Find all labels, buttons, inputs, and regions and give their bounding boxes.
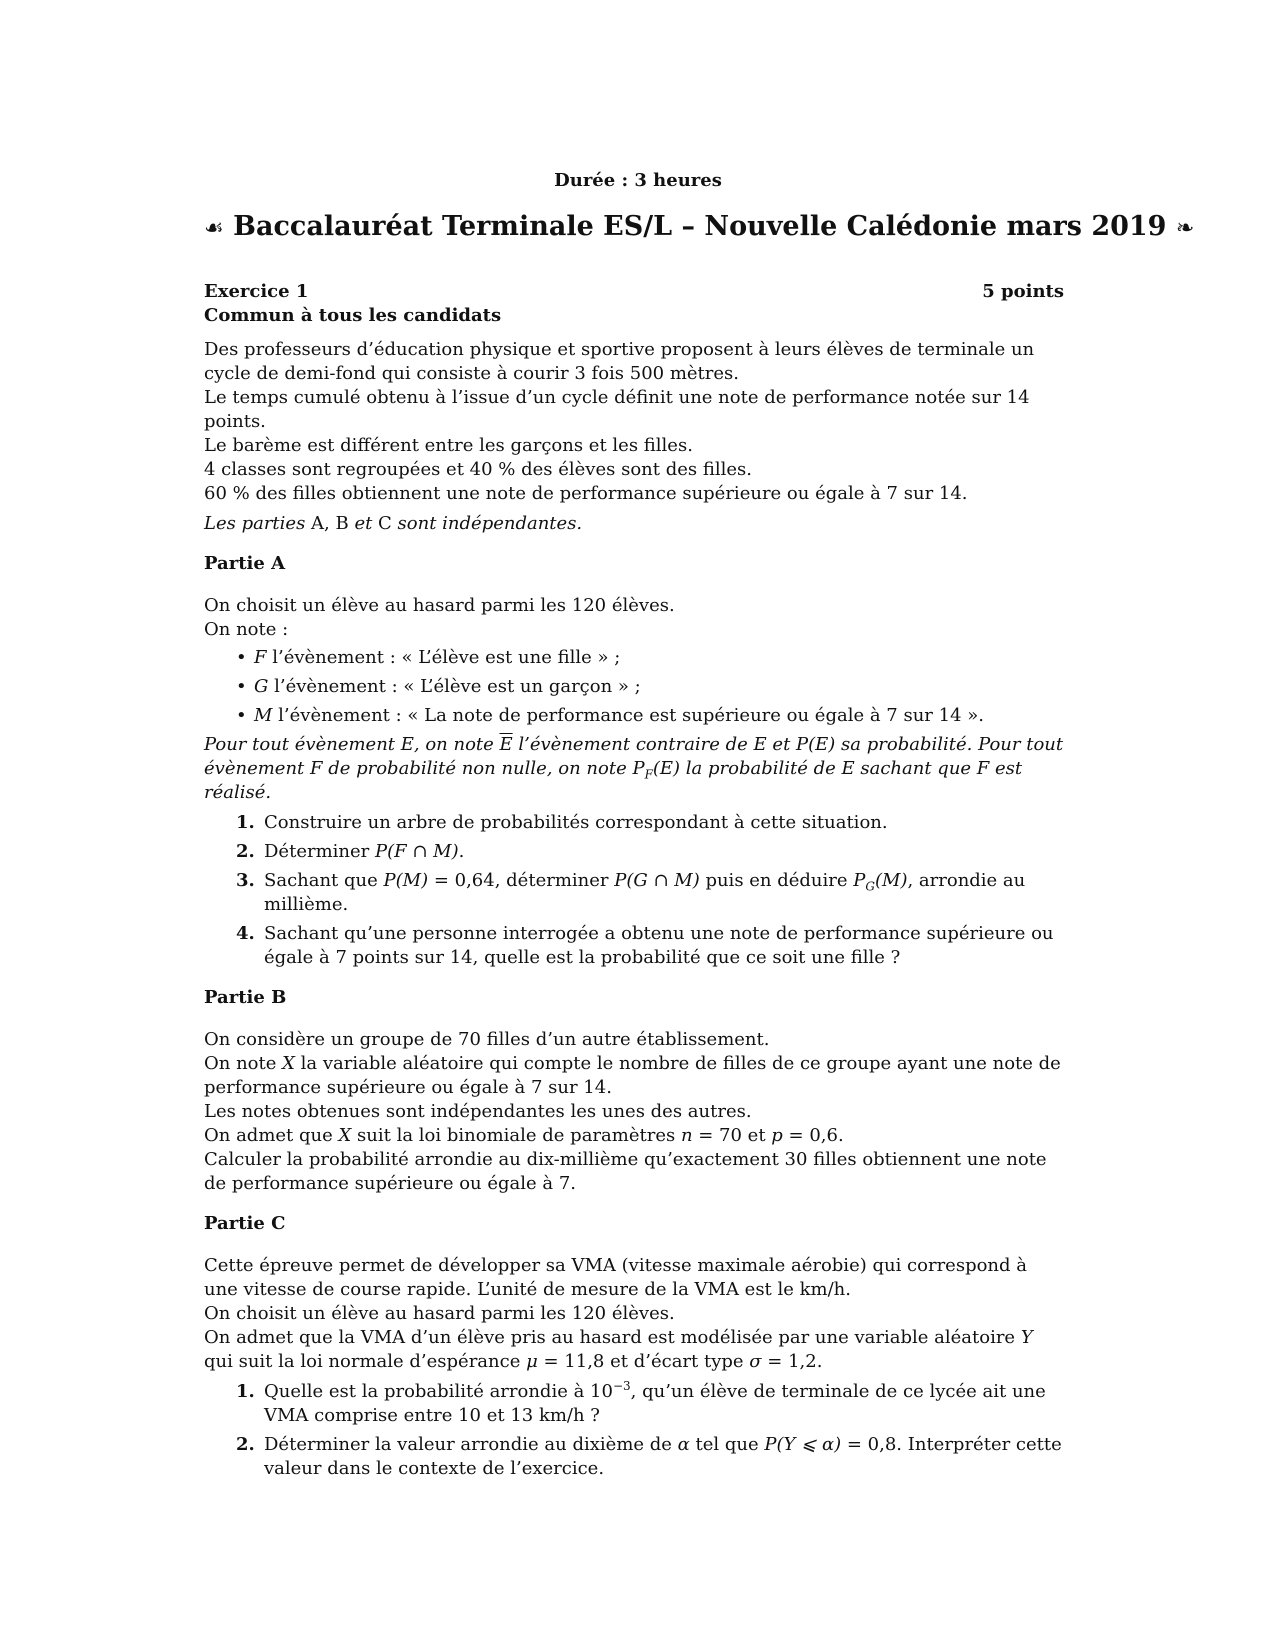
duration: Durée : 3 heures <box>554 170 722 191</box>
question-item: 2. Déterminer la valeur arrondie au dixième de α tel que P(Y ⩽ α) = 0,8. Interpréter cette valeur dans le contexte de l’exercice. <box>236 1434 1062 1479</box>
intro-line: Le barème est différent entre les garçons et les filles. <box>204 435 693 456</box>
question-item: 1. Construire un arbre de probabilités correspondant à cette situation. <box>236 812 888 833</box>
question-item: 4. Sachant qu’une personne interrogée a obtenu une note de performance supérieure ou égale à 7 points sur 14, quelle est la probabilité que ce soit une fille ? <box>236 923 1054 968</box>
part-a-heading: Partie A <box>204 553 286 574</box>
list-item: • M l’évènement : « La note de performance est supérieure ou égale à 7 sur 14 ». <box>236 704 1064 728</box>
exam-page <box>204 170 1195 1486</box>
intro-line: Le temps cumulé obtenu à l’issue d’un cycle définit une note de performance notée sur 14 points. <box>204 387 1030 432</box>
event-list <box>204 646 1064 728</box>
page-title <box>204 211 1195 242</box>
fleuron-left-icon: ☙ <box>204 216 224 241</box>
part-c-heading: Partie C <box>204 1213 286 1234</box>
fleuron-right-icon: ❧ <box>1175 216 1195 241</box>
question-item: 2. Déterminer P(F ∩ M). <box>236 841 465 862</box>
part-c-questions <box>204 1380 1064 1481</box>
part-b-text: On considère un groupe de 70 filles d’un autre établissement. On note X la variable aléatoire qui compte le nombre de filles de ce groupe ayant une note de performance supérieure ou égale à 7 sur 14. Les notes obtenues sont indépendantes les unes des autres. On admet que X suit la loi binomiale de paramètres n = 70 et p = 0,6. Calculer la probabilité arrondie au dix-millième qu’exactement 30 filles obtiennent une note de performance supérieure ou égale à 7. <box>204 1029 1061 1194</box>
part-b-heading: Partie B <box>204 987 287 1008</box>
exercise-intro <box>204 338 1064 536</box>
question-item: 3. Sachant que P(M) = 0,64, déterminer P(G ∩ M) puis en déduire $P_G(M)$, arrondie au millième. <box>236 870 1026 915</box>
list-item: • F l’évènement : « L’élève est une fille » ; <box>236 646 1064 670</box>
exercise-points: 5 points <box>982 281 1064 302</box>
question-item: 1. Quelle est la probabilité arrondie à $10^{-3}$, qu’un élève de terminale de ce lycée ait une VMA comprise entre 10 et 13 km/h ? <box>236 1379 1046 1426</box>
intro-line: 60 % des filles obtiennent une note de performance supérieure ou égale à 7 sur 14. <box>204 483 968 504</box>
part-a-questions <box>204 811 1064 970</box>
intro-line: 4 classes sont regroupées et 40 % des élèves sont des filles. <box>204 459 752 480</box>
exercise-audience: Commun à tous les candidats <box>204 305 502 326</box>
part-a-intro: On choisit un élève au hasard parmi les 120 élèves. On note : <box>204 595 675 640</box>
intro-line: Des professeurs d’éducation physique et sportive proposent à leurs élèves de terminale un cycle de demi-fond qui consiste à courir 3 fois 500 mètres. <box>204 339 1035 384</box>
list-item: • G l’évènement : « L’élève est un garçon » ; <box>236 675 1064 699</box>
independence-note: Les parties A, B et C sont indépendantes. <box>204 513 583 534</box>
part-c-text: Cette épreuve permet de développer sa VMA (vitesse maximale aérobie) qui correspond à une vitesse de course rapide. L’unité de mesure de la VMA est le km/h. On choisit un élève au hasard parmi les 120 élèves. On admet que la VMA d’un élève pris au hasard est modélisée par une variable aléatoire Y qui suit la loi normale d’espérance μ = 11,8 et d’écart type σ = 1,2. <box>204 1255 1033 1372</box>
notation-note: Pour tout évènement E, on note $\overline{E}$ l’évènement contraire de E et P(E) sa probabilité. Pour tout évènement F de probabilité non nulle, on note $P_F(E)$ la probabilité de E sachant que F est réalisé. <box>204 734 1064 803</box>
exercise-header <box>204 280 1064 304</box>
exercise-label: Exercice 1 <box>204 281 309 302</box>
title-text: Baccalauréat Terminale ES/L – Nouvelle Calédonie mars 2019 <box>233 211 1167 242</box>
